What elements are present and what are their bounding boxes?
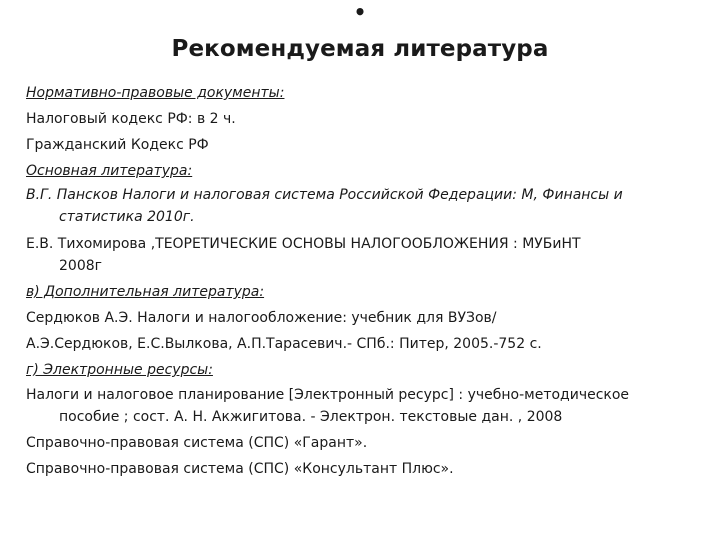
list-item-continuation: пособие ; сост. А. Н. Акжигитова. - Электрон. текстовые дан. , 2008 bbox=[59, 409, 563, 425]
section-heading-normative: Нормативно-правовые документы: bbox=[26, 85, 285, 101]
list-item: Справочно-правовая система (СПС) «Гарант». bbox=[26, 435, 368, 451]
page-title: Рекомендуемая литература bbox=[171, 36, 549, 62]
list-item: А.Э.Сердюков, Е.С.Вылкова, А.П.Тарасевич.- СПб.: Питер, 2005.-752 с. bbox=[26, 336, 542, 352]
list-item: Е.В. Тихомирова ,ТЕОРЕТИЧЕСКИЕ ОСНОВЫ НАЛОГООБЛОЖЕНИЯ : МУБиНТ bbox=[26, 236, 581, 252]
section-heading-electronic: г) Электронные ресурсы: bbox=[26, 362, 213, 378]
list-item: Справочно-правовая система (СПС) «Консультант Плюс». bbox=[26, 461, 454, 477]
list-item: Сердюков А.Э. Налоги и налогообложение: учебник для ВУЗов/ bbox=[26, 310, 497, 326]
list-item: Налоги и налоговое планирование [Электронный ресурс] : учебно-методическое bbox=[26, 387, 630, 403]
list-item: Налоговый кодекс РФ: в 2 ч. bbox=[26, 111, 236, 127]
section-heading-main: Основная литература: bbox=[26, 163, 193, 179]
list-item-continuation: статистика 2010г. bbox=[59, 209, 195, 225]
list-item: Гражданский Кодекс РФ bbox=[26, 137, 209, 153]
list-item-continuation: 2008г bbox=[59, 258, 102, 274]
slide-bullet: • bbox=[353, 0, 367, 24]
list-item: В.Г. Пансков Налоги и налоговая система Российской Федерации: М, Финансы и bbox=[26, 187, 623, 203]
section-heading-additional: в) Дополнительная литература: bbox=[26, 284, 265, 300]
